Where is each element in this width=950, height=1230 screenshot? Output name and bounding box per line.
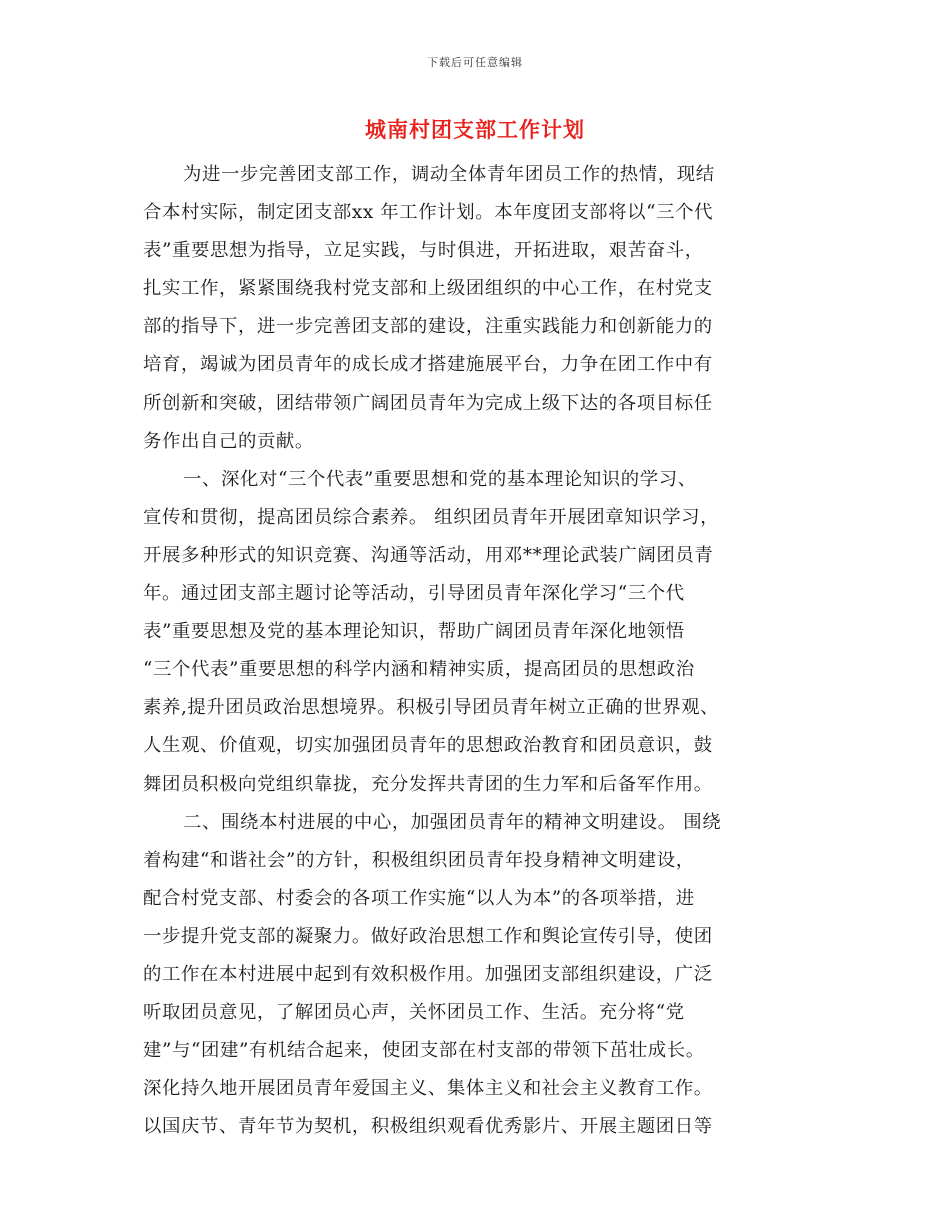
body-line: 开展多种形式的知识竞赛、沟通等活动，用邓**理论武装广阔团员青 [143,544,714,566]
body-line: 深化持久地开展团员青年爱国主义、集体主义和社会主义教育工作。 [143,1078,713,1100]
body-line: 一、深化对“三个代表”重要思想和党的基本理论知识的学习、 [183,468,697,490]
body-line: 宣传和贯彻，提高团员综合素养。 组织团员青年开展团章知识学习， [143,506,720,528]
document-body [143,156,803,1146]
header-note: 下载后可任意编辑 [427,56,523,69]
document-title: 城南村团支部工作计划 [365,117,585,142]
body-line: 听取团员意见，了解团员心声，关怀团员工作、生活。充分将“党 [143,1002,685,1024]
body-line: 舞团员积极向党组织靠拢，充分发挥共青团的生力军和后备军作用。 [143,773,713,795]
body-line: 人生观、价值观，切实加强团员青年的思想政治教育和团员意识，鼓 [143,735,713,757]
body-line: 的工作在本村进展中起到有效积极作用。加强团支部组织建设，广泛 [143,963,713,985]
body-line: 培育，竭诚为团员青年的成长成才搭建施展平台，力争在团工作中有 [143,354,713,376]
body-line: 一步提升党支部的凝聚力。做好政治思想工作和舆论宣传引导，使团 [143,925,713,947]
body-line: 二、围绕本村进展的中心，加强团员青年的精神文明建设。 围绕 [183,811,722,833]
body-line: 建”与“团建”有机结合起来，使团支部在村支部的带领下茁壮成长。 [143,1040,705,1062]
body-line: 着构建“和谐社会”的方针，积极组织团员青年投身精神文明建设， [143,849,695,871]
body-line: 扎实工作，紧紧围绕我村党支部和上级团组织的中心工作，在村党支 [143,278,713,300]
body-line: 合本村实际，制定团支部xx 年工作计划。本年度团支部将以“三个代 [143,202,714,224]
body-line: 所创新和突破，团结带领广阔团员青年为完成上级下达的各项目标任 [143,392,713,414]
body-line: 年。通过团支部主题讨论等活动，引导团员青年深化学习“三个代 [143,583,685,605]
body-line: 素养,提升团员政治思想境界。积极引导团员青年树立正确的世界观、 [143,697,720,719]
body-line: 表”重要思想及党的基本理论知识，帮助广阔团员青年深化地领悟 [143,621,685,643]
body-line: 部的指导下，进一步完善团支部的建设，注重实践能力和创新能力的 [143,316,713,338]
body-line: 配合村党支部、村委会的各项工作实施“以人为本”的各项举措，进 [143,887,695,909]
body-line: 为进一步完善团支部工作，调动全体青年团员工作的热情，现结 [183,164,715,185]
body-line: 表”重要思想为指导，立足实践，与时俱进，开拓进取，艰苦奋斗， [143,240,704,262]
body-line: 以国庆节、青年节为契机，积极组织观看优秀影片、开展主题团日等 [143,1116,713,1138]
body-line: 务作出自己的贡献。 [143,430,314,452]
body-line: “三个代表”重要思想的科学内涵和精神实质，提高团员的思想政治 [143,659,695,681]
